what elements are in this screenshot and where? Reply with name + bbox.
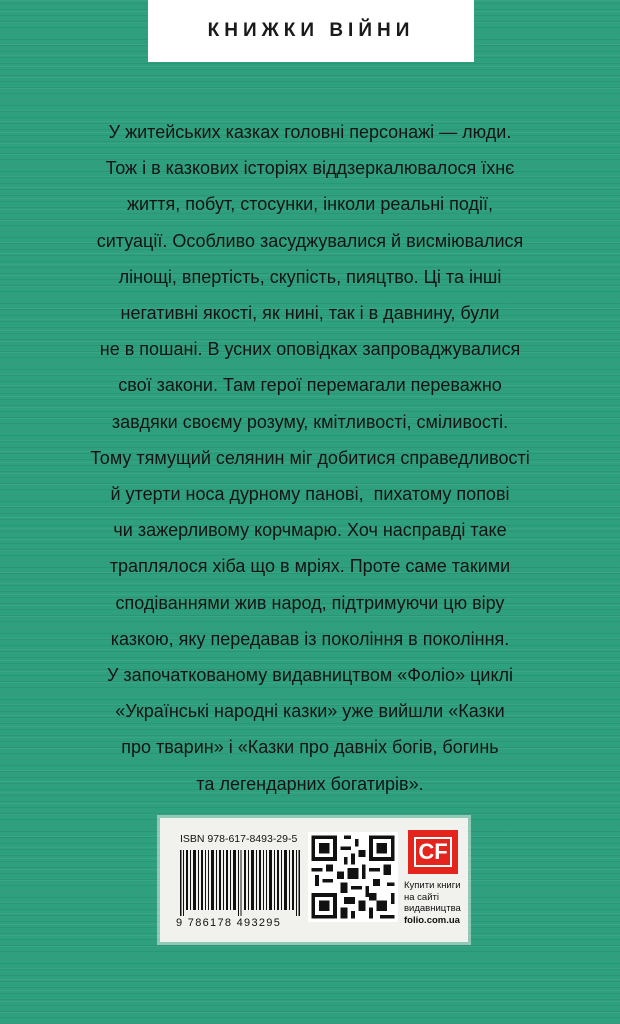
- isbn-label: ISBN 978-617-8493-29-5: [180, 833, 298, 845]
- blurb-line: Тож і в казкових історіях віддзеркалювалося їхнє: [105, 158, 515, 179]
- blurb-line: й утерти носа дурному панові, пихатому попові: [110, 484, 510, 505]
- publisher-logo: [408, 830, 458, 874]
- buy-line-1: Купити книги: [404, 880, 461, 891]
- buy-books-note: [404, 880, 468, 926]
- publisher-website-link[interactable]: folio.com.ua: [404, 914, 460, 926]
- barcode-panel: [160, 818, 468, 942]
- blurb-line: та легендарних богатирів».: [196, 773, 424, 794]
- blurb-line: про тварин» і «Казки про давніх богів, богинь: [121, 737, 499, 758]
- barcode-icon: [180, 850, 300, 916]
- blurb-line: траплялося хіба що в мріях. Проте саме такими: [109, 556, 511, 577]
- blurb-line: лінощі, впертість, скупість, пияцтво. Ці та інші: [118, 266, 502, 287]
- barcode-digits: 9 786178 493295: [176, 917, 282, 929]
- blurb-line: свої закони. Там герої перемагали переважно: [118, 375, 502, 396]
- qr-code-icon[interactable]: [308, 832, 398, 922]
- blurb-line: Тому тямущий селянин міг добитися справедливості: [90, 447, 530, 468]
- blurb-line: негативні якості, як нині, так і в давнину, були: [120, 303, 500, 324]
- blurb-line: не в пошані. В усних оповідках запроваджувалися: [99, 339, 521, 360]
- blurb-line: ситуації. Особливо засуджувалися й висміювалися: [96, 230, 524, 251]
- blurb-line: завдяки своєму розуму, кмітливості, сміливості.: [111, 411, 509, 432]
- buy-line-2: на сайті: [404, 891, 439, 903]
- blurb-line: життя, побут, стосунки, інколи реальні події,: [126, 194, 494, 215]
- blurb-line: сподіваннями жив народ, підтримуючи цю віру: [115, 592, 505, 613]
- blurb-line: У житейських казках головні персонажі — люди.: [108, 122, 512, 142]
- series-banner: [148, 0, 474, 62]
- back-cover-blurb: [60, 114, 560, 802]
- series-title: КНИЖКИ ВІЙНИ: [207, 20, 415, 41]
- blurb-line: «Українські народні казки» уже вийшли «Казки: [115, 701, 505, 722]
- blurb-line: казкою, яку передавав із покоління в покоління.: [110, 628, 510, 649]
- blurb-line: чи зажерливому корчмарю. Хоч насправді таке: [113, 520, 507, 541]
- publisher-logo-text: CF: [414, 837, 451, 867]
- blurb-line: У започаткованому видавництвом «Фоліо» циклі: [106, 665, 514, 686]
- buy-line-3: видавництва: [404, 903, 461, 914]
